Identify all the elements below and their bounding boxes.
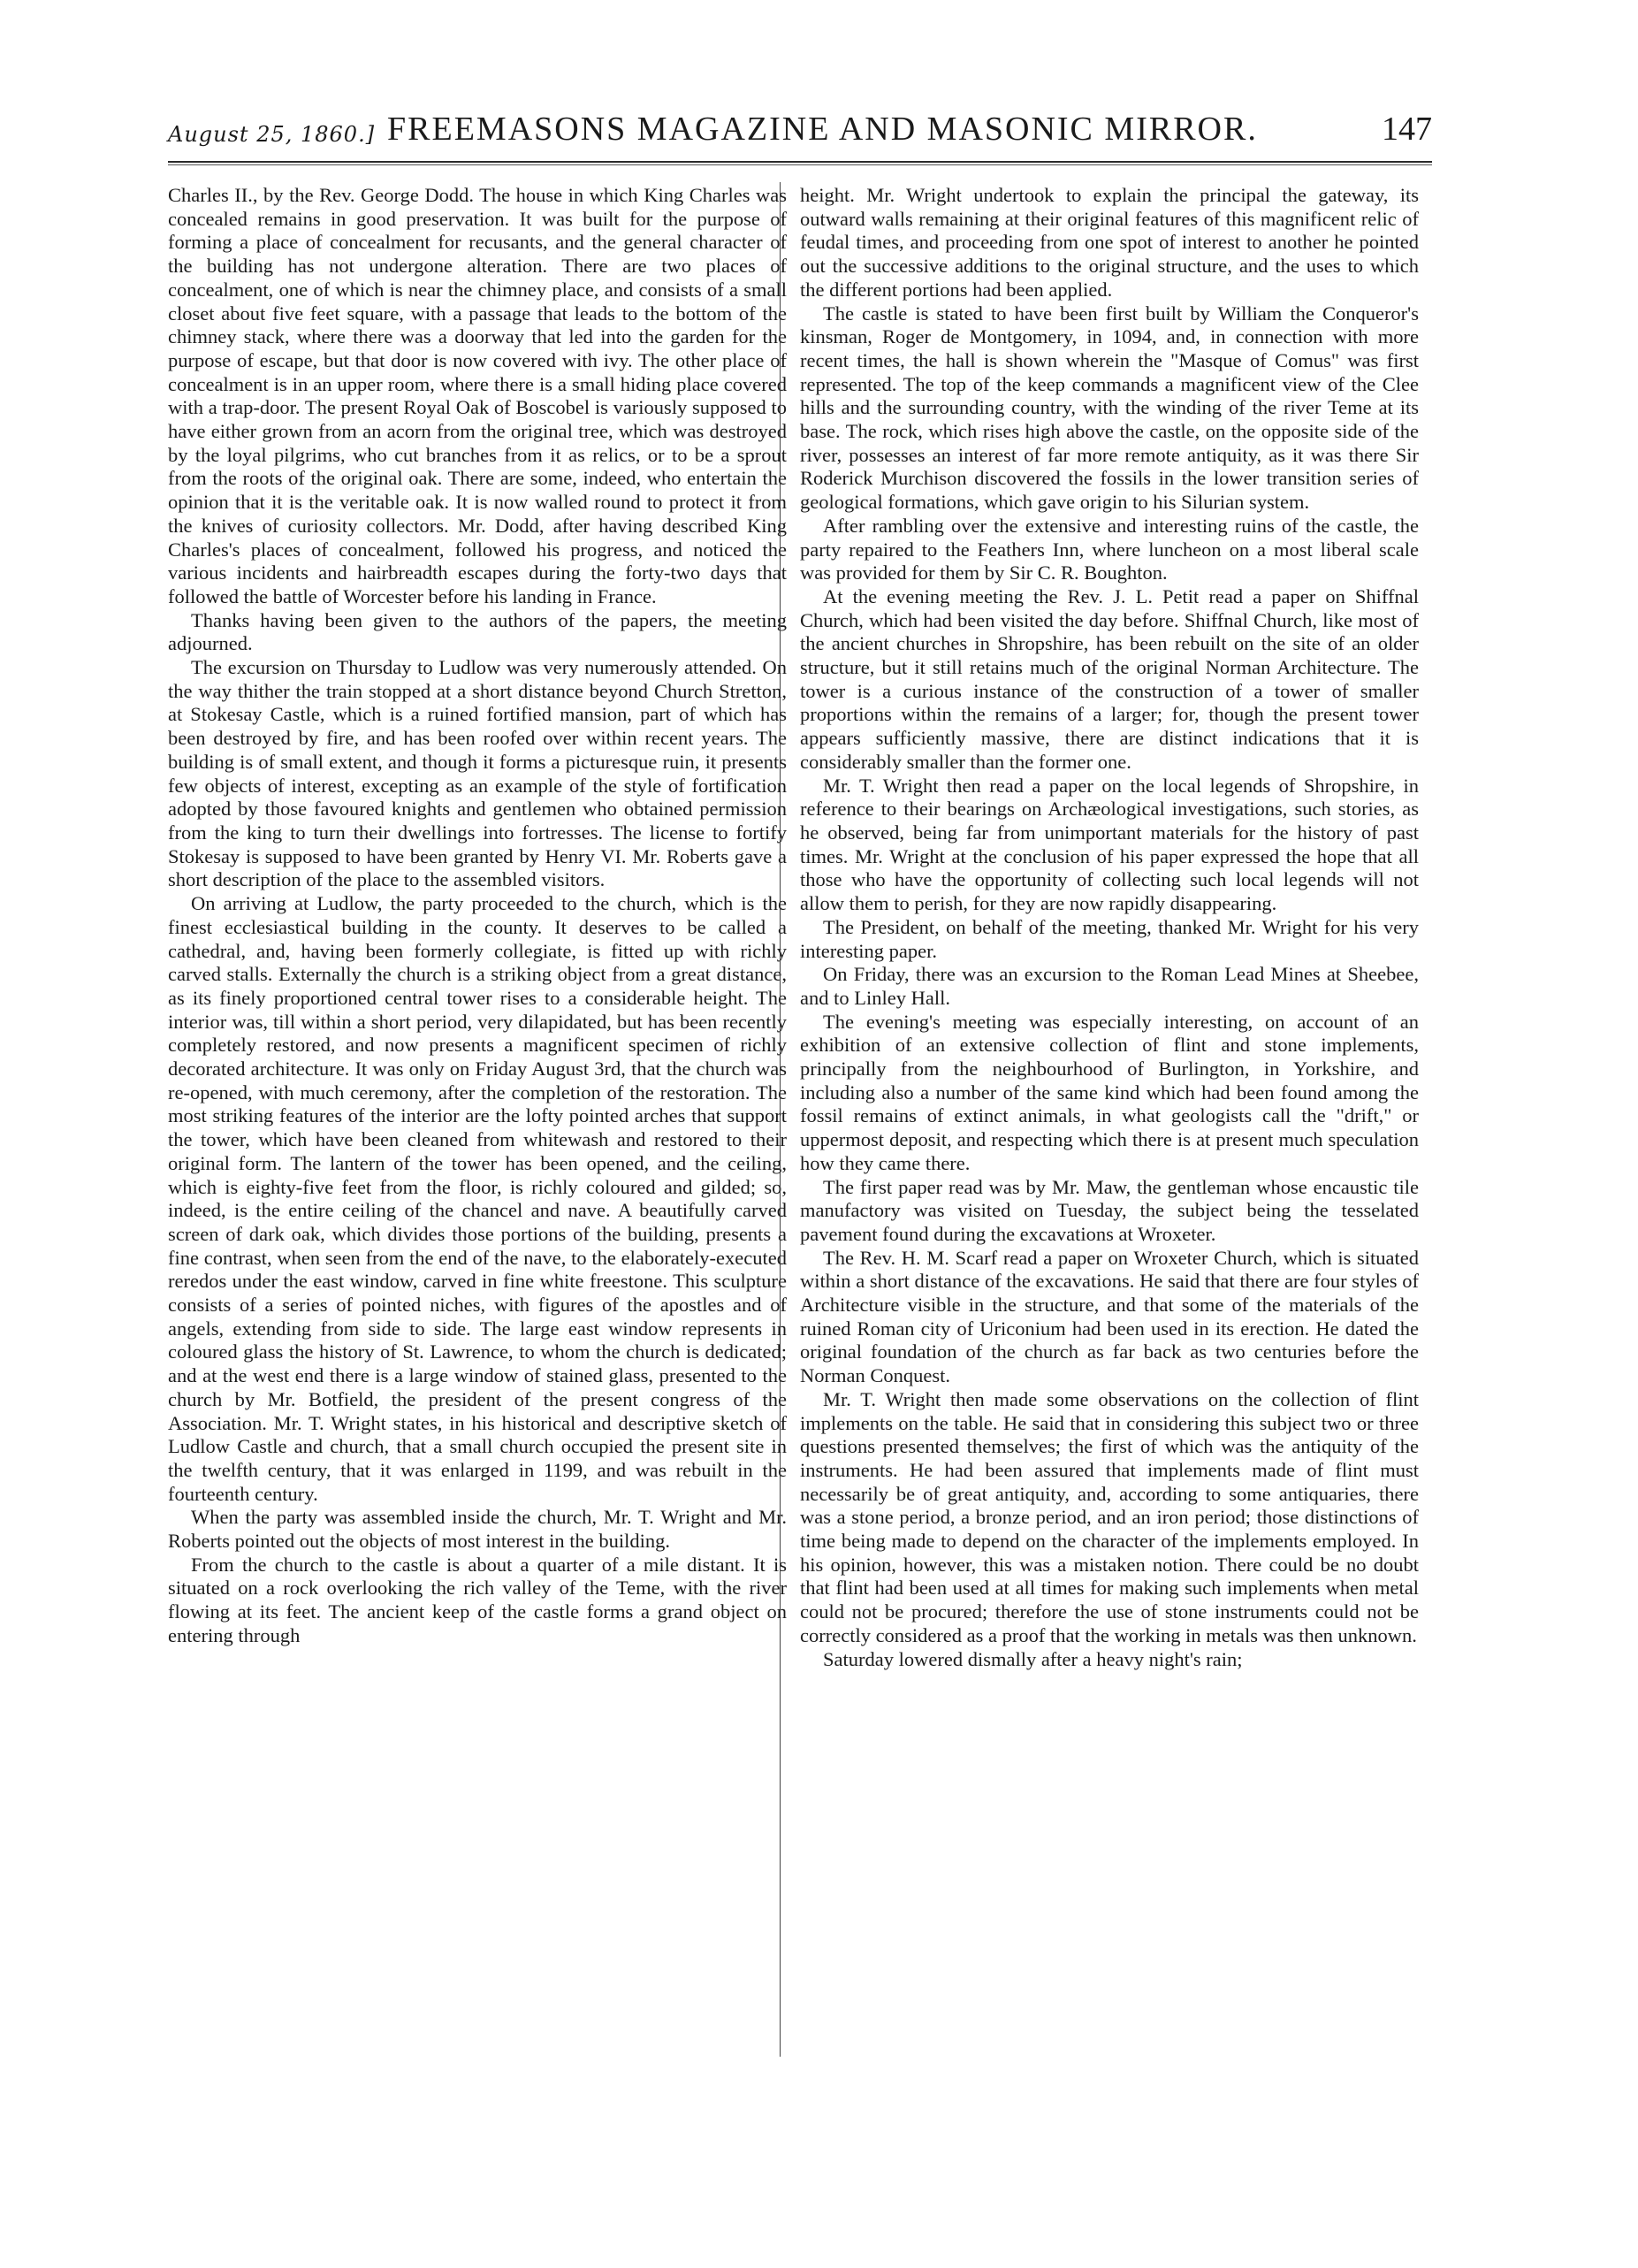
left-column xyxy=(168,184,787,1648)
paragraph: On Friday, there was an excursion to the Roman Lead Mines at Sheebee, and to Linley Hall. xyxy=(800,963,1419,1009)
paragraph: The evening's meeting was especially interesting, on account of an exhibition of an extensive collection of flint and stone implements, principally from the neighbourhood of Burlington, in Yorkshire, and including also a number of the same kind which had been found among the fossil remains of extinct animals, in what geologists call the "drift," or uppermost deposit, and respecting which there is at present much speculation how they came there. xyxy=(800,1010,1419,1174)
paragraph: The castle is stated to have been first built by William the Conqueror's kinsman, Roger de Montgomery, in 1094, and, in connection with more recent times, the hall is shown wherein the "Masque of Comus" was first represented. The top of the keep commands a magnificent view of the Clee hills and the surrounding country, with the winding of the river Teme at its base. The rock, which rises high above the castle, on the opposite side of the river, possesses an interest of far more remote antiquity, as it was there Sir Roderick Murchison discovered the fossils in the lower transition series of geological formations, which gave origin to his Silurian system. xyxy=(800,302,1419,514)
header-rule-thin xyxy=(168,164,1432,165)
header-rule xyxy=(168,161,1432,163)
running-header xyxy=(168,110,1432,154)
right-column xyxy=(800,184,1419,1671)
paragraph: The excursion on Thursday to Ludlow was very numerously attended. On the way thither the train stopped at a short distance beyond Church Stretton, at Stokesay Castle, which is a ruined fortified mansion, part of which has been destroyed by fire, and has been roofed over within recent years. The building is of small extent, and though it forms a picturesque ruin, it presents few objects of interest, excepting as an example of the style of fortification adopted by those favoured knights and gentlemen who obtained permission from the king to turn their dwellings into fortresses. The license to fortify Stokesay is supposed to have been granted by Henry VI. Mr. Roberts gave a short description of the place to the assembled visitors. xyxy=(168,656,787,891)
paragraph: height. Mr. Wright undertook to explain the principal the gateway, its outward walls remaining at their original features of this magnificent relic of feudal times, and proceeding from one spot of interest to another he pointed out the successive additions to the original structure, and the uses to which the different portions had been applied. xyxy=(800,184,1419,301)
paragraph: Saturday lowered dismally after a heavy night's rain; xyxy=(823,1647,1243,1670)
paragraph: On arriving at Ludlow, the party proceeded to the church, which is the finest ecclesiastical building in the county. It deserves to be called a cathedral, and, having been formerly collegiate, is fitted up with richly carved stalls. Externally the church is a striking object from a great distance, as its finely proportioned central tower rises to a considerable height. The interior was, till within a short period, very dilapidated, but has been recently completely restored, and now presents a magnificent specimen of richly decorated architecture. It was only on Friday August 3rd, that the church was re-opened, with much ceremony, after the completion of the restoration. The most striking features of the interior are the lofty pointed arches that support the tower, which have been cleaned from whitewash and restored to their original form. The lantern of the tower has been opened, and the ceiling, which is eighty-five feet from the floor, is richly coloured and gilded; so, indeed, is the entire ceiling of the chancel and nave. A beautifully carved screen of dark oak, which divides those portions of the building, presents a fine contrast, when seen from the end of the nave, to the elaborately-executed reredos under the east window, carved in fine white freestone. This sculpture consists of a series of pointed niches, with figures of the apostles and of angels, extending from side to side. The large east window represents in coloured glass the history of St. Lawrence, to whom the church is dedicated; and at the west end there is a large window of stained glass, presented to the church by Mr. Botfield, the president of the present congress of the Association. Mr. T. Wright states, in his historical and descriptive sketch of Ludlow Castle and church, that a small church occupied the present site in the twelfth century, that it was enlarged in 1199, and was rebuilt in the fourteenth century. xyxy=(168,892,787,1505)
paragraph: Mr. T. Wright then read a paper on the local legends of Shropshire, in reference to their bearings on Archæological investigations, such stories, as he observed, being far from unimportant materials for the history of past times. Mr. Wright at the conclusion of his paper expressed the hope that all those who have the opportunity of collecting such local legends will not allow them to perish, for they are now rapidly disappearing. xyxy=(800,774,1419,915)
paragraph: The Rev. H. M. Scarf read a paper on Wroxeter Church, which is situated within a short distance of the excavations. He said that there are four styles of Architecture visible in the structure, and that some of the materials of the ruined Roman city of Uriconium had been used in its erection. He dated the original foundation of the church as far back as two centuries before the Norman Conquest. xyxy=(800,1246,1419,1387)
paragraph: Thanks having been given to the authors of the papers, the meeting adjourned. xyxy=(168,608,787,655)
publication-title: FREEMASONS MAGAZINE AND MASONIC MIRROR. xyxy=(387,111,1258,148)
paragraph: From the church to the castle is about a quarter of a mile distant. It is situated on a rock overlooking the rich valley of the Teme, with the river flowing at its feet. The ancient keep of the castle forms a grand object on entering through xyxy=(168,1553,787,1646)
paragraph: Mr. T. Wright then made some observations on the collection of flint implements on the table. He said that in considering this subject two or three questions presented themselves; the first of which was the antiquity of the instruments. He had been assured that implements made of flint must necessarily be of great antiquity, and, according to some antiquaries, there was a stone period, a bronze period, and an iron period; those distinctions of time being made to depend on the character of the implements employed. In his opinion, however, this was a mistaken notion. There could be no doubt that flint had been used at all times for making such implements when metal could not be procured; therefore the use of stone instruments could not be correctly considered as a proof that the working in metals was then unknown. xyxy=(800,1387,1419,1646)
paragraph: After rambling over the extensive and interesting ruins of the castle, the party repaired to the Feathers Inn, where luncheon on a most liberal scale was provided for them by Sir C. R. Boughton. xyxy=(800,514,1419,584)
column-divider xyxy=(780,182,781,2057)
paragraph: The first paper read was by Mr. Maw, the gentleman whose encaustic tile manufactory was visited on Tuesday, the subject being the tesselated pavement found during the excavations at Wroxeter. xyxy=(800,1175,1419,1245)
paragraph: At the evening meeting the Rev. J. L. Petit read a paper on Shiffnal Church, which had been visited the day before. Shiffnal Church, like most of the ancient churches in Shropshire, has been rebuilt on the site of an older structure, but it still retains much of the original Norman Architecture. The tower is a curious instance of the construction of a tower of smaller proportions within the remains of a larger; for, though the present tower appears sufficiently massive, there are distinct indications that it is considerably smaller than the former one. xyxy=(800,584,1419,773)
page-number: 147 xyxy=(1382,111,1432,148)
issue-date: August 25, 1860.] xyxy=(168,122,376,147)
paragraph: The President, on behalf of the meeting, thanked Mr. Wright for his very interesting paper. xyxy=(800,915,1419,962)
paragraph: Charles II., by the Rev. George Dodd. The house in which King Charles was concealed remains in good preservation. It was built for the purpose of forming a place of concealment for recusants, and the general character of the building has not undergone alteration. There are two places of concealment, one of which is near the chimney place, and consists of a small closet about five feet square, with a passage that leads to the bottom of the chimney stack, where there was a doorway that led into the garden for the purpose of escape, but that door is now covered with ivy. The other place of concealment is in an upper room, where there is a small hiding place covered with a trap-door. The present Royal Oak of Boscobel is variously supposed to have either grown from an acorn from the original tree, which was destroyed by the loyal pilgrims, who cut branches from it as relics, or to be a sprout from the roots of the original oak. There are some, indeed, who entertain the opinion that it is the veritable oak. It is now walled round to protect it from the knives of curiosity collectors. Mr. Dodd, after having described King Charles's places of concealment, followed his progress, and noticed the various incidents and hairbreadth escapes during the forty-two days that followed the battle of Worcester before his landing in France. xyxy=(168,184,787,607)
paragraph: When the party was assembled inside the church, Mr. T. Wright and Mr. Roberts pointed out the objects of most interest in the building. xyxy=(168,1506,787,1553)
